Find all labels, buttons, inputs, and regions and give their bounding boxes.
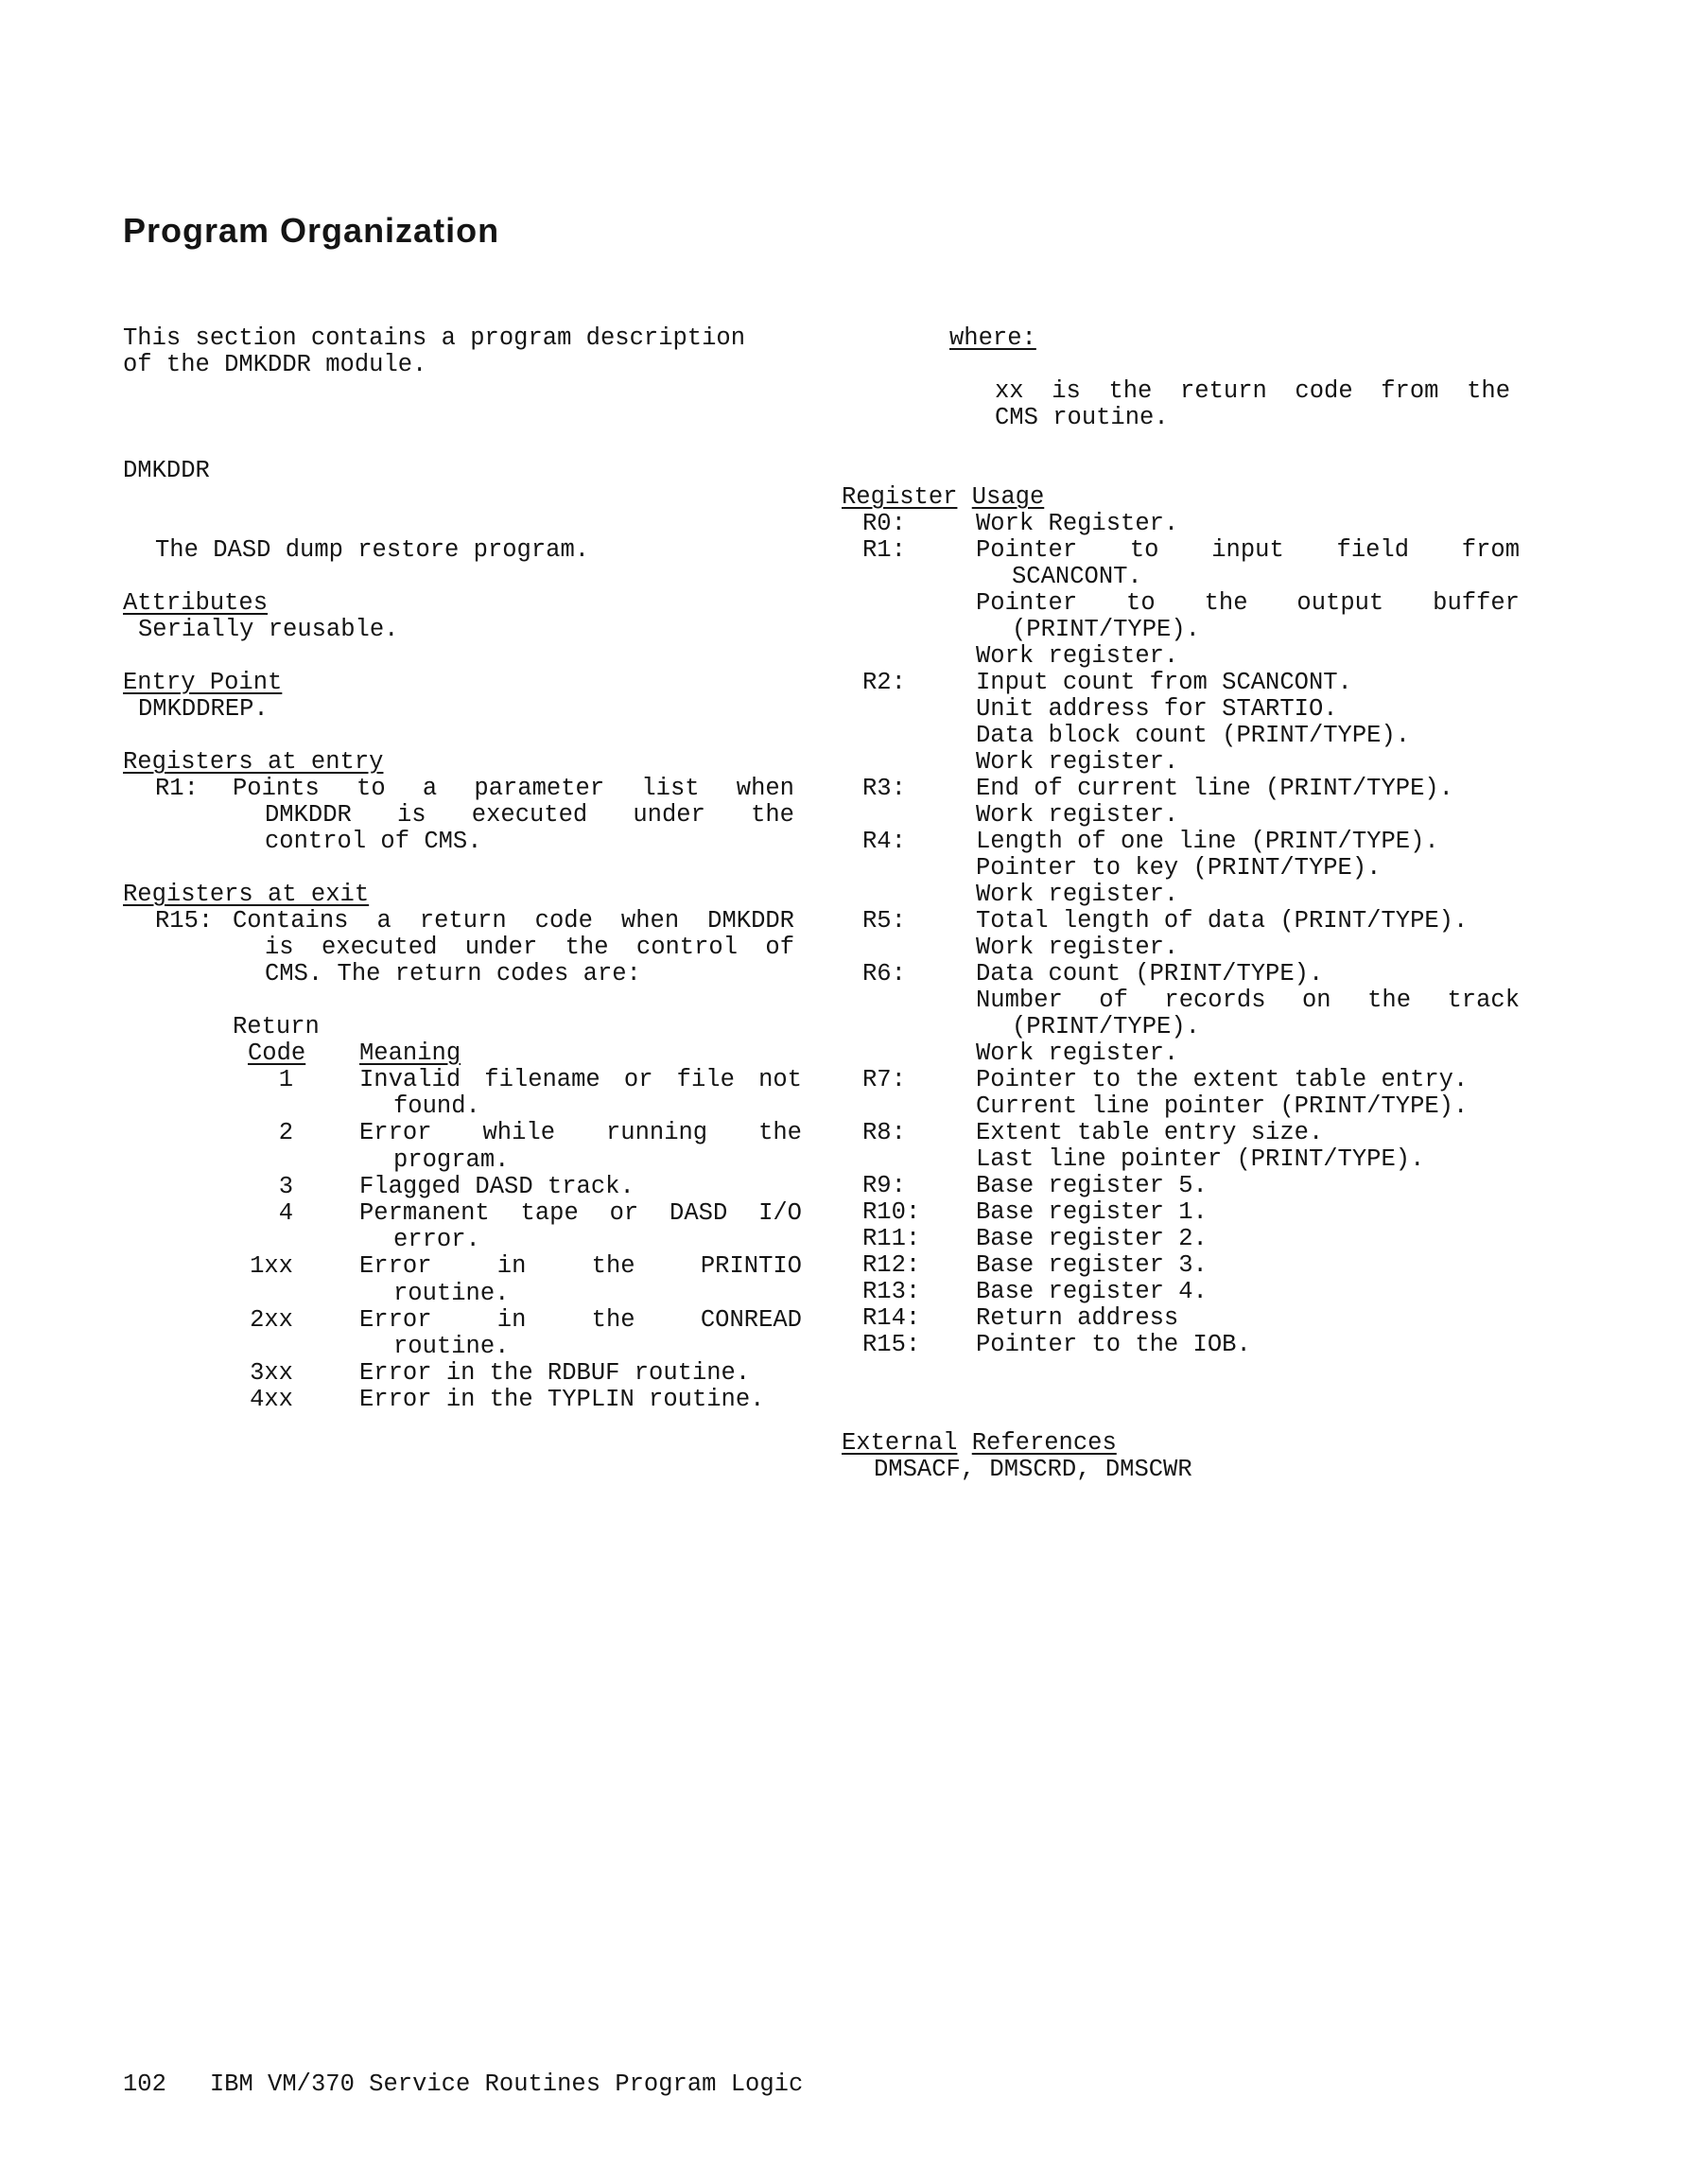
return-code-value: 4xx (250, 1386, 293, 1414)
register-usage-text: Unit address for STARTIO. (976, 695, 1338, 723)
register-label: R13: (862, 1278, 921, 1305)
register-label: R1: (862, 536, 906, 564)
return-code-value: 3 (278, 1172, 293, 1200)
register-usage-text: Work Register. (976, 510, 1179, 537)
register-usage-text: Base register 1. (976, 1198, 1208, 1226)
register-label: R0: (862, 510, 906, 537)
register-label: R10: (862, 1198, 921, 1226)
registers-exit-label: Registers at exit (123, 881, 370, 908)
return-code-meaning: Flagged DASD track. (359, 1172, 635, 1200)
return-code-value: 3xx (250, 1359, 293, 1388)
intro-line-2: of the DMKDDR module. (123, 351, 427, 378)
return-code-value: 1xx (250, 1252, 293, 1281)
where-label: where: (949, 324, 1036, 352)
entry-point-value: DMKDDREP. (138, 695, 269, 723)
register-label: R5: (862, 907, 906, 935)
registers-entry-line-3: control of CMS. (265, 828, 482, 855)
return-code-meaning: Invalid filename or file not found. (359, 1066, 802, 1121)
return-code-value: 2 (278, 1119, 293, 1147)
register-usage-text: Data count (PRINT/TYPE). (976, 960, 1324, 987)
intro-line-1: This section contains a program description (123, 324, 746, 352)
register-usage-text: Work register. (976, 1040, 1179, 1067)
module-description: The DASD dump restore program. (155, 536, 590, 564)
register-label: R6: (862, 960, 906, 987)
register-usage-text: Data block count (PRINT/TYPE). (976, 722, 1411, 749)
return-code-meaning: Error in the CONREAD routine. (359, 1305, 802, 1360)
register-usage-text: Pointer to input field from (976, 536, 1520, 564)
entry-point-label: Entry Point (123, 669, 283, 696)
register-label: R12: (862, 1251, 921, 1279)
registers-exit-reg: R15: (155, 907, 214, 935)
register-usage-text: Base register 3. (976, 1251, 1208, 1279)
return-code-header-code: Code (248, 1040, 306, 1067)
register-usage-text: Work register. (976, 881, 1179, 908)
register-usage-text: Work register. (976, 801, 1179, 829)
register-usage-text: Base register 2. (976, 1225, 1208, 1252)
registers-exit-line-3: CMS. The return codes are: (265, 960, 641, 987)
return-code-meaning: Permanent tape or DASD I/O error. (359, 1199, 802, 1254)
register-label: R8: (862, 1119, 906, 1146)
footer-title: IBM VM/370 Service Routines Program Logic (209, 2070, 804, 2098)
register-usage-text: (PRINT/TYPE). (1012, 616, 1200, 643)
registers-exit-line-1: Contains a return code when DMKDDR (233, 907, 794, 935)
register-usage-text: Number of records on the track (976, 987, 1520, 1014)
register-usage-text: Extent table entry size. (976, 1119, 1324, 1146)
register-usage-text: Work register. (976, 642, 1179, 670)
register-usage-text: Last line pointer (PRINT/TYPE). (976, 1145, 1425, 1173)
external-references-value: DMSACF, DMSCRD, DMSCWR (874, 1456, 1192, 1483)
register-usage-text: SCANCONT. (1012, 563, 1142, 590)
register-usage-label: Register Usage (842, 483, 1045, 511)
register-usage-text: Pointer to the extent table entry. (976, 1066, 1469, 1093)
register-usage-text: Pointer to the IOB. (976, 1331, 1251, 1358)
register-label: R7: (862, 1066, 906, 1093)
register-usage-text: Base register 4. (976, 1278, 1208, 1305)
return-code-value: 4 (278, 1199, 293, 1227)
where-line-2: CMS routine. (995, 404, 1169, 431)
register-usage-text: Return address (976, 1304, 1179, 1332)
register-usage-text: Total length of data (PRINT/TYPE). (976, 907, 1469, 935)
register-usage-text: (PRINT/TYPE). (1012, 1013, 1200, 1040)
register-label: R2: (862, 669, 906, 696)
register-label: R3: (862, 775, 906, 802)
page-number: 102 (123, 2070, 166, 2098)
register-usage-text: Length of one line (PRINT/TYPE). (976, 828, 1439, 855)
attributes-value: Serially reusable. (138, 616, 399, 643)
registers-entry-label: Registers at entry (123, 748, 384, 776)
registers-entry-reg: R1: (155, 775, 199, 802)
return-code-value: 1 (278, 1066, 293, 1093)
register-usage-text: Work register. (976, 934, 1179, 961)
register-usage-text: Work register. (976, 748, 1179, 776)
where-line-1: xx is the return code from the (995, 377, 1510, 405)
register-label: R14: (862, 1304, 921, 1332)
return-code-value: 2xx (250, 1305, 293, 1334)
registers-exit-line-2: is executed under the control of (265, 934, 794, 961)
register-usage-text: Base register 5. (976, 1172, 1208, 1199)
register-label: R15: (862, 1331, 921, 1358)
external-references-label: External References (842, 1429, 1117, 1457)
registers-entry-line-1: Points to a parameter list when (233, 775, 794, 802)
attributes-label: Attributes (123, 589, 269, 617)
page-title: Program Organization (123, 211, 500, 250)
page-footer (123, 2071, 803, 2098)
return-code-meaning: Error in the TYPLIN routine. (359, 1386, 765, 1414)
register-usage-text: Current line pointer (PRINT/TYPE). (976, 1092, 1469, 1120)
module-name: DMKDDR (123, 457, 210, 484)
return-code-meaning: Error in the PRINTIO routine. (359, 1252, 802, 1307)
register-label: R4: (862, 828, 906, 855)
register-label: R11: (862, 1225, 921, 1252)
return-code-meaning: Error while running the program. (359, 1119, 802, 1174)
return-code-header-line1: Return (233, 1013, 320, 1040)
return-code-header-meaning: Meaning (359, 1040, 461, 1067)
register-usage-text: End of current line (PRINT/TYPE). (976, 775, 1453, 802)
register-usage-text: Pointer to the output buffer (976, 589, 1520, 617)
register-label: R9: (862, 1172, 906, 1199)
registers-entry-line-2: DMKDDR is executed under the (265, 801, 794, 829)
register-usage-text: Input count from SCANCONT. (976, 669, 1352, 696)
register-usage-text: Pointer to key (PRINT/TYPE). (976, 854, 1382, 882)
return-code-meaning: Error in the RDBUF routine. (359, 1359, 751, 1388)
